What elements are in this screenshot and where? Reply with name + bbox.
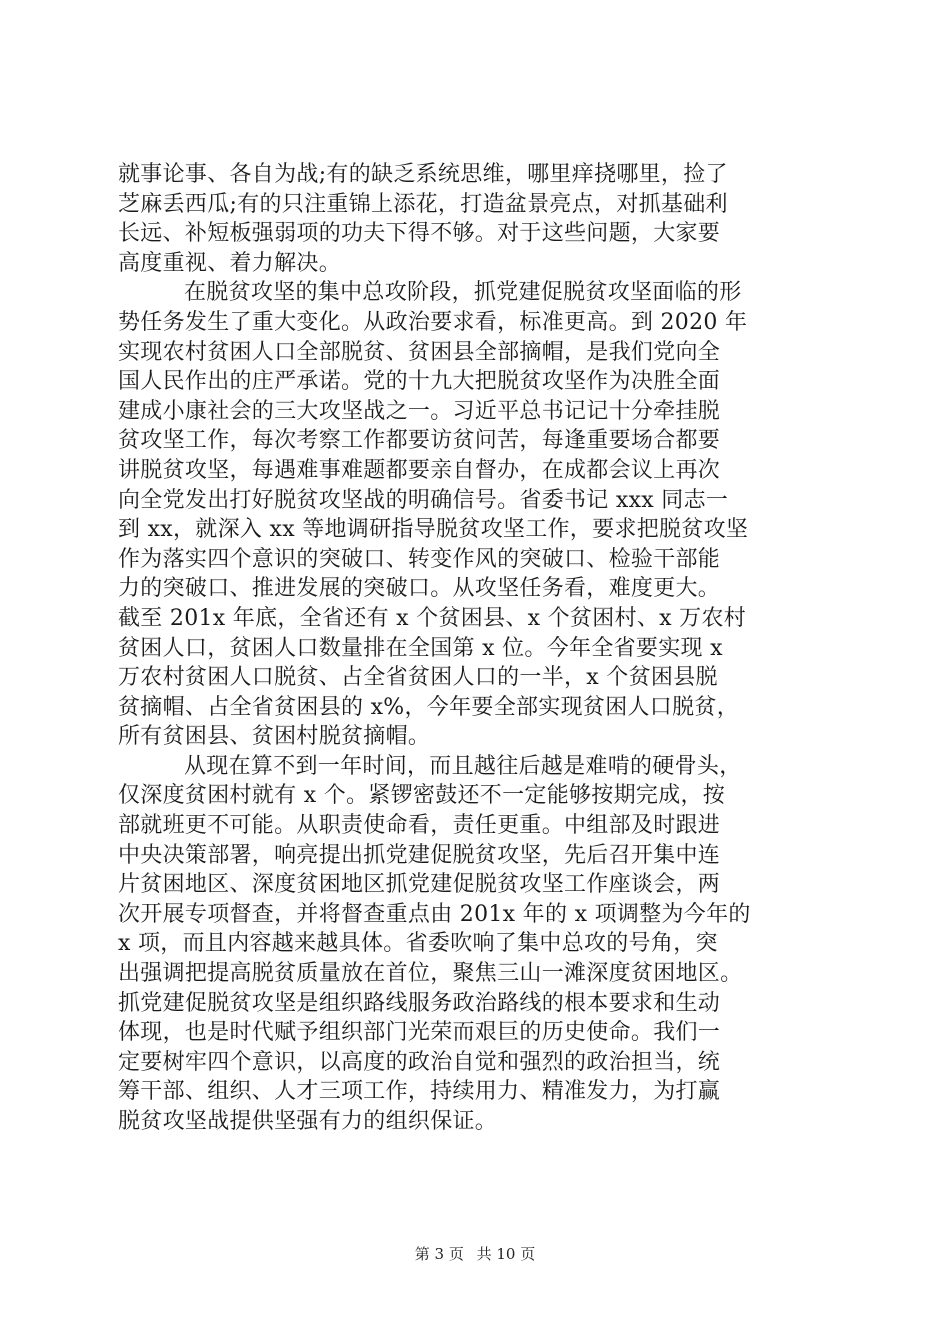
text-line: 片贫困地区、深度贫困地区抓党建促脱贫攻坚工作座谈会，两 xyxy=(118,872,721,898)
text-line: 势任务发生了重大变化。从政治要求看，标准更高。到 2020 年 xyxy=(118,309,748,335)
text-line: 出强调把提高脱贫质量放在首位，聚焦三山一滩深度贫困地区。 xyxy=(118,961,743,987)
text-line: 建成小康社会的三大攻坚战之一。习近平总书记记十分牵挂脱 xyxy=(118,398,721,424)
text-line: 芝麻丢西瓜;有的只注重锦上添花，打造盆景亮点，对抓基础利 xyxy=(118,191,728,217)
text-line: 高度重视、着力解决。 xyxy=(118,250,342,276)
text-line: 所有贫困县、贫困村脱贫摘帽。 xyxy=(118,724,431,750)
text-line: 部就班更不可能。从职责使命看，责任更重。中组部及时跟进 xyxy=(118,813,721,839)
text-line: 体现，也是时代赋予组织部门光荣而艰巨的历史使命。我们一 xyxy=(118,1020,721,1046)
text-line: x 项，而且内容越来越具体。省委吹响了集中总攻的号角，突 xyxy=(118,931,718,957)
text-line: 脱贫攻坚战提供坚强有力的组织保证。 xyxy=(118,1109,498,1134)
text-line: 就事论事、各自为战;有的缺乏系统思维，哪里痒挠哪里，捡了 xyxy=(118,162,728,187)
page-footer xyxy=(0,1243,950,1264)
page-number: 第 3 页 xyxy=(414,1245,464,1263)
text-line: 筹干部、组织、人才三项工作，持续用力、精准发力，为打赢 xyxy=(118,1079,721,1105)
text-line: 讲脱贫攻坚，每遇难事难题都要亲自督办，在成都会议上再次 xyxy=(118,457,721,483)
text-line: 贫困人口，贫困人口数量排在全国第 x 位。今年全省要实现 x xyxy=(118,635,723,661)
text-line: 抓党建促脱贫攻坚是组织路线服务政治路线的根本要求和生动 xyxy=(118,990,721,1016)
paragraph-first-line: 从现在算不到一年时间，而且越往后越是难啃的硬骨头， xyxy=(184,753,742,779)
document-body xyxy=(118,160,858,1137)
text-line: 向全党发出打好脱贫攻坚战的明确信号。省委书记 xxx 同志一 xyxy=(118,487,729,513)
page-total: 共 10 页 xyxy=(476,1245,536,1263)
text-line: 定要树牢四个意识，以高度的政治自觉和强烈的政治担当，统 xyxy=(118,1049,721,1075)
text-line: 实现农村贫困人口全部脱贫、贫困县全部摘帽，是我们党向全 xyxy=(118,339,721,365)
text-line: 力的突破口、推进发展的突破口。从攻坚任务看，难度更大。 xyxy=(118,576,721,602)
text-line: 中央决策部署，响亮提出抓党建促脱贫攻坚，先后召开集中连 xyxy=(118,842,721,868)
text-line: 万农村贫困人口脱贫、占全省贫困人口的一半，x 个贫困县脱 xyxy=(118,665,718,691)
text-line: 贫攻坚工作，每次考察工作都要访贫问苦，每逢重要场合都要 xyxy=(118,428,721,454)
text-line: 到 xx，就深入 xx 等地调研指导脱贫攻坚工作，要求把脱贫攻坚 xyxy=(118,517,749,543)
text-line: 次开展专项督查，并将督查重点由 201x 年的 x 项调整为今年的 xyxy=(118,901,751,927)
text-line: 国人民作出的庄严承诺。党的十九大把脱贫攻坚作为决胜全面 xyxy=(118,369,721,395)
text-line: 贫摘帽、占全省贫困县的 x%，今年要全部实现贫困人口脱贫， xyxy=(118,694,740,720)
text-line: 长远、补短板强弱项的功夫下得不够。对于这些问题，大家要 xyxy=(118,221,721,247)
paragraph-first-line: 在脱贫攻坚的集中总攻阶段，抓党建促脱贫攻坚面临的形 xyxy=(184,280,742,306)
text-line: 截至 201x 年底，全省还有 x 个贫困县、x 个贫困村、x 万农村 xyxy=(118,605,747,631)
text-line: 作为落实四个意识的突破口、转变作风的突破口、检验干部能 xyxy=(118,546,721,572)
text-line: 仅深度贫困村就有 x 个。紧锣密鼓还不一定能够按期完成，按 xyxy=(118,783,726,809)
